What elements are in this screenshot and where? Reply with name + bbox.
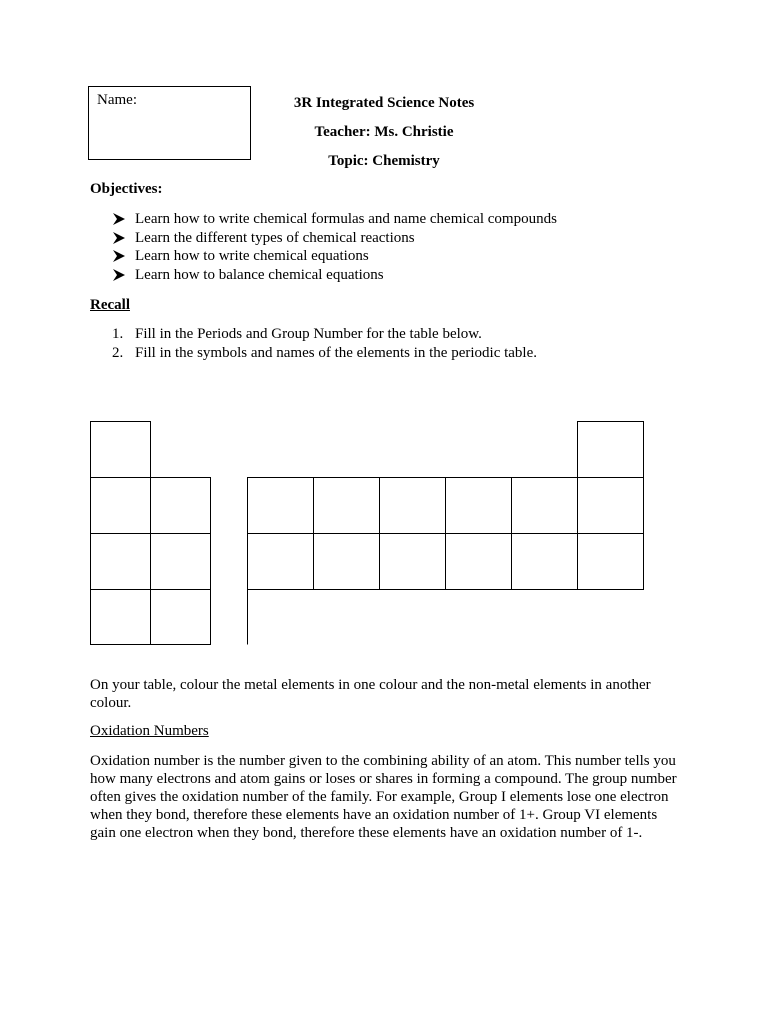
list-item (112, 344, 537, 363)
objective-text: Learn how to balance chemical equations (135, 266, 384, 283)
periodic-cell (512, 534, 578, 590)
periodic-cell (91, 478, 151, 534)
objective-text: Learn how to write chemical equations (135, 248, 369, 265)
list-item (112, 229, 557, 248)
list-item (112, 247, 557, 266)
list-item (112, 266, 557, 285)
periodic-cell (91, 422, 151, 478)
objectives-heading: Objectives: (90, 181, 163, 197)
objectives-list (112, 210, 557, 284)
name-label: Name: (97, 92, 137, 108)
arrowhead-bullet-icon (112, 269, 126, 281)
arrowhead-bullet-icon (112, 250, 126, 262)
objective-text: Learn how to write chemical formulas and name chemical compounds (135, 211, 557, 228)
oxidation-paragraph: Oxidation number is the number given to the combining ability of an atom. This number tells you how many electrons and atom gains or loses or shares in forming a compound. The group number often gives the oxidation number of the family. For example, Group I elements lose one electron when they bond, therefore these elements have an oxidation number of 1+. Group VI elements gain one electron when they bond, therefore these elements have an oxidation number of 1-. (90, 753, 677, 841)
periodic-cell (380, 534, 446, 590)
periodic-cell (578, 534, 644, 590)
periodic-cell (380, 478, 446, 534)
list-item (112, 325, 537, 344)
teacher-line: Teacher: Ms. Christie (314, 124, 454, 140)
list-number: 2. (112, 344, 124, 361)
oxidation-heading: Oxidation Numbers (90, 723, 209, 739)
periodic-cell (248, 534, 314, 590)
arrowhead-bullet-icon (112, 213, 126, 225)
recall-text: Fill in the Periods and Group Number for the table below. (135, 326, 482, 342)
list-item (112, 210, 557, 229)
periodic-cell (91, 590, 151, 645)
periodic-cell (512, 478, 578, 534)
document-title: 3R Integrated Science Notes (293, 95, 475, 111)
periodic-cell (578, 478, 644, 534)
periodic-cell (446, 534, 512, 590)
periodic-cell (151, 478, 211, 534)
recall-list (112, 325, 537, 362)
recall-text: Fill in the symbols and names of the elements in the periodic table. (135, 344, 537, 361)
arrowhead-bullet-icon (112, 232, 126, 244)
periodic-cell (314, 534, 380, 590)
objective-text: Learn the different types of chemical reactions (135, 229, 415, 246)
periodic-cell (446, 478, 512, 534)
recall-heading: Recall (90, 297, 130, 313)
periodic-cell (151, 534, 211, 590)
periodic-cell (578, 422, 644, 478)
periodic-cell (151, 590, 211, 645)
name-field-box[interactable] (88, 86, 251, 160)
colouring-instruction: On your table, colour the metal elements in one colour and the non-metal elements in another colour. (90, 677, 651, 711)
topic-line: Topic: Chemistry (328, 153, 440, 169)
periodic-cell (248, 478, 314, 534)
list-number: 1. (112, 326, 124, 342)
periodic-cell (91, 534, 151, 590)
periodic-cell (314, 478, 380, 534)
